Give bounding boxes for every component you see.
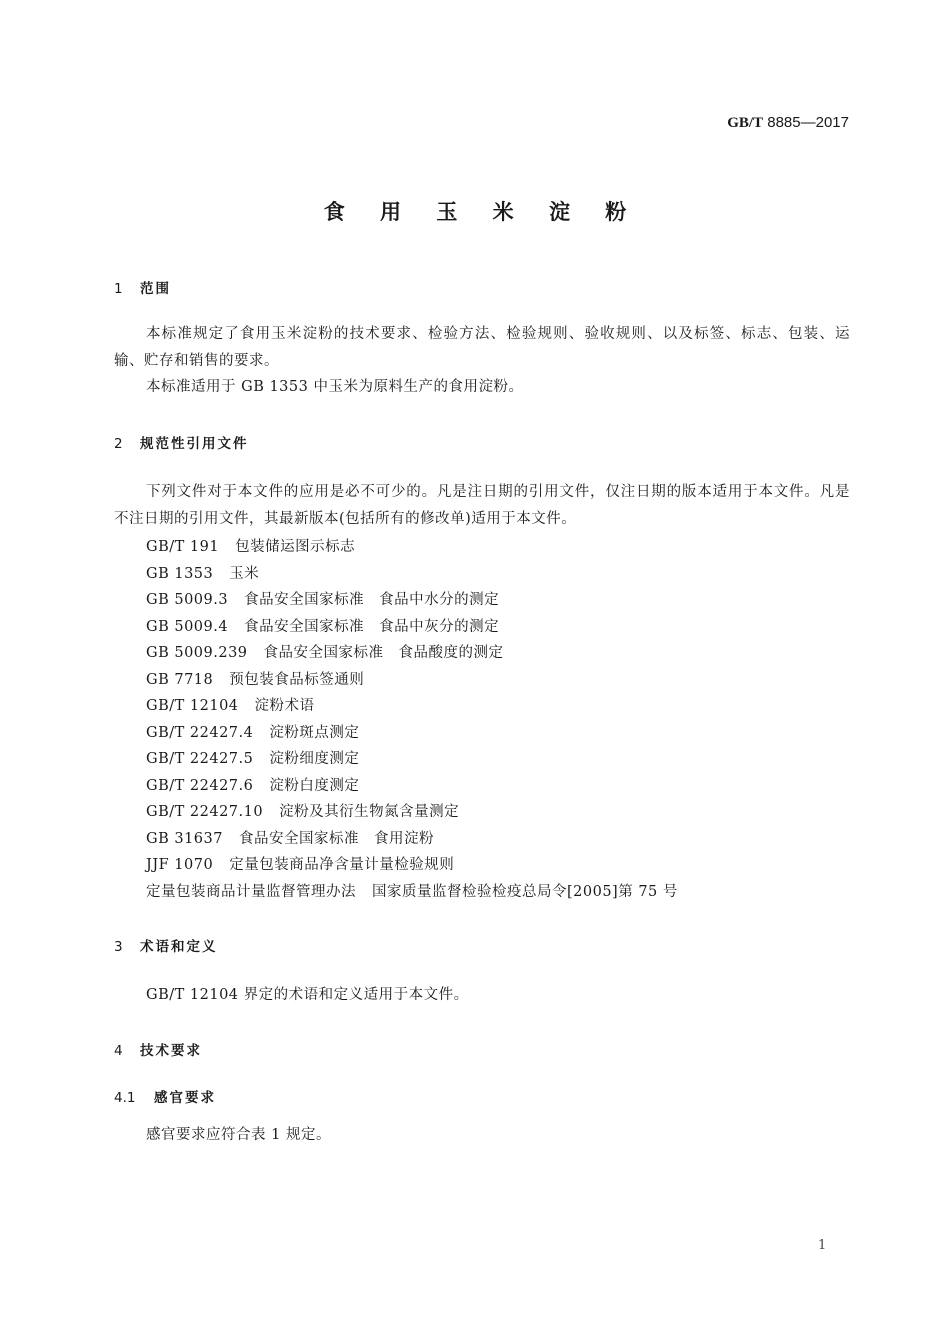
reference-item: GB 5009.3 食品安全国家标准 食品中水分的测定 xyxy=(146,592,500,608)
section-title: 规范性引用文件 xyxy=(140,436,249,452)
standard-number: 8885—2017 xyxy=(767,114,849,131)
section-title: 术语和定义 xyxy=(140,939,218,955)
reference-item: GB/T 191 包装储运图示标志 xyxy=(146,539,356,555)
reference-item: GB/T 22427.5 淀粉细度测定 xyxy=(146,751,360,767)
section-title: 技术要求 xyxy=(140,1043,202,1059)
section-heading-terms-definitions xyxy=(114,935,218,955)
scope-paragraph-2: 本标准适用于 GB 1353 中玉米为原料生产的食用淀粉。 xyxy=(146,379,524,395)
reference-item: GB 1353 玉米 xyxy=(146,566,260,582)
reference-item: JJF 1070 定量包装商品净含量计量检验规则 xyxy=(146,857,455,873)
terms-paragraph: GB/T 12104 界定的术语和定义适用于本文件。 xyxy=(146,987,469,1003)
reference-item: 定量包装商品计量监督管理办法 国家质量监督检验检疫总局令[2005]第 75 号 xyxy=(146,884,678,900)
document-title: 食 用 玉 米 淀 粉 xyxy=(323,200,641,224)
section-title: 感官要求 xyxy=(154,1090,216,1106)
reference-item: GB 31637 食品安全国家标准 食用淀粉 xyxy=(146,831,434,847)
sensory-paragraph: 感官要求应符合表 1 规定。 xyxy=(146,1127,331,1143)
reference-item: GB 5009.4 食品安全国家标准 食品中灰分的测定 xyxy=(146,619,500,635)
section-title: 范围 xyxy=(140,281,171,297)
subsection-heading-sensory-requirements xyxy=(114,1086,216,1106)
scope-paragraph-1: 本标准规定了食用玉米淀粉的技术要求、检验方法、检验规则、验收规则、以及标签、标志、包装、运输、贮存和销售的要求。 xyxy=(114,326,850,369)
reference-item: GB 7718 预包装食品标签通则 xyxy=(146,672,365,688)
references-intro-paragraph: 下列文件对于本文件的应用是必不可少的。凡是注日期的引用文件，仅注日期的版本适用于本文件。凡是不注日期的引用文件，其最新版本(包括所有的修改单)适用于本文件。 xyxy=(114,484,850,527)
section-heading-scope xyxy=(114,277,171,297)
section-number: 4 xyxy=(114,1043,123,1059)
section-number: 4.1 xyxy=(114,1090,136,1106)
section-heading-normative-references xyxy=(114,432,249,452)
reference-item: GB/T 12104 淀粉术语 xyxy=(146,698,315,714)
section-number: 2 xyxy=(114,436,123,452)
section-number: 1 xyxy=(114,281,123,297)
reference-item: GB/T 22427.4 淀粉斑点测定 xyxy=(146,725,360,741)
page-number: 1 xyxy=(818,1238,827,1253)
section-heading-technical-requirements xyxy=(114,1039,202,1059)
standard-code xyxy=(727,114,849,132)
reference-item: GB/T 22427.10 淀粉及其衍生物氮含量测定 xyxy=(146,804,460,820)
reference-item: GB 5009.239 食品安全国家标准 食品酸度的测定 xyxy=(146,645,504,661)
standard-prefix: GB/T xyxy=(727,115,764,131)
reference-item: GB/T 22427.6 淀粉白度测定 xyxy=(146,778,360,794)
section-number: 3 xyxy=(114,939,123,955)
